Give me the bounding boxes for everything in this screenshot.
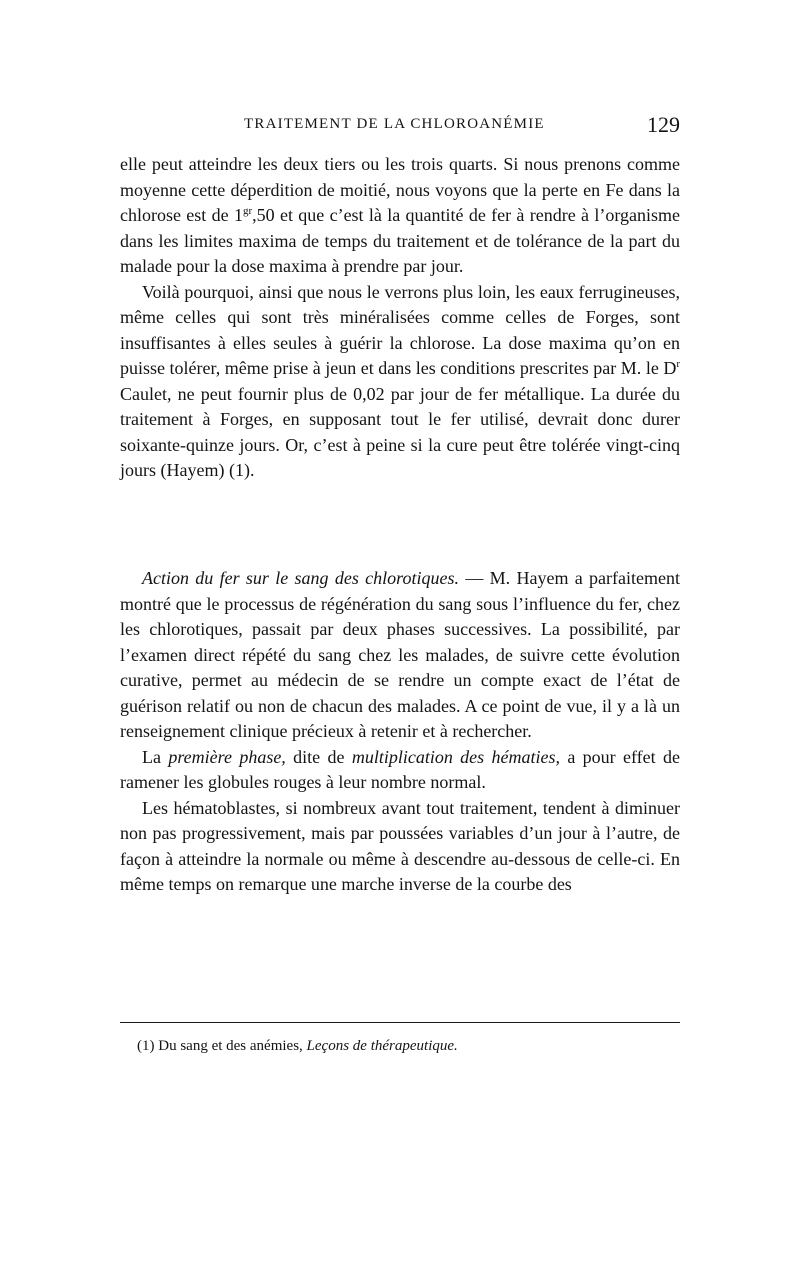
paragraph-continuation [120,152,680,280]
superscript-unit: gr [242,205,253,217]
paragraph-text: ,50 et que c’est là la quantité de fer à rendre à l’organisme dans les limites maxima de temps du traitement et de tolérance de la part du malade pour la dose maxima à prendre par jour. [120,205,681,276]
paragraph-text: — M. Hayem a parfaitement montré que le processus de régénération du sang sous l’influence du fer, chez les chlorotiques, passait par deux phases successives. La possibilité, par l’examen direct répété du sang chez les malades, de suivre cette évolution curative, permet au médecin de se rendre un compte exact de l’état de guérison relatif ou non de chacun des malades. A ce point de vue, il y a là un renseignement clinique précieux à retenir et à rechercher. [120,568,681,741]
page-number: 129 [647,112,680,137]
running-header [120,112,680,138]
superscript-title: r [676,358,680,370]
paragraph-first-phase [120,745,680,796]
paragraph-hematoblasts [120,796,680,898]
paragraph-text: La [142,746,169,767]
paragraph-forges [120,280,680,484]
section-paragraph [120,566,680,745]
footnote-work-title: Leçons de thérapeutique. [306,1038,458,1054]
paragraph-text: Caulet, ne peut fournir plus de 0,02 par jour de fer métallique. La durée du traitement à Forges, en supposant tout le fer utilisé, devrait donc durer soixante-quinze jours. Or, c’est à peine si la cure peut être tolérée vingt-cinq jours (Hayem) (1). [120,383,680,480]
paragraph-text: dite de [285,746,352,767]
footnote-divider [120,1022,680,1023]
paragraph-text: Les hématoblastes, si nombreux avant tout traitement, tendent à diminuer non pas progressivement, mais par poussées variables d’un jour à l’autre, de façon à atteindre la normale ou même à descendre au-dessous de celle-ci. En même temps on remarque une marche inverse de la courbe des [120,797,680,894]
footnote-text: (1) Du sang et des anémies, [137,1038,307,1054]
emphasis-text: multiplication des hématies, [351,746,560,767]
footnote [137,1038,458,1055]
emphasis-text: première phase, [168,746,286,767]
running-title: TRAITEMENT DE LA CHLOROANÉMIE [244,116,545,132]
paragraph-text: Voilà pourquoi, ainsi que nous le verrons plus loin, les eaux ferrugineuses, même celles qui sont très minéralisées comme celles de Forges, sont insuffisantes à elles seules à guérir la chlorose. La dose maxima qu’on en puisse tolérer, même prise à jeun et dans les conditions prescrites par M. le D [120,281,680,378]
body-text-upper [120,152,680,484]
paragraph-text: elle peut atteindre les deux tiers ou les trois quarts. Si nous prenons comme moyenne cette déperdition de moitié, nous voyons que la perte en Fe dans la chlorose est de 1 [120,154,680,225]
paragraph-text: a pour effet de ramener les globules rouges à leur nombre normal. [120,746,680,792]
section-title: Action du fer sur le sang des chlorotiques. [142,568,460,588]
body-text-lower [120,566,680,898]
